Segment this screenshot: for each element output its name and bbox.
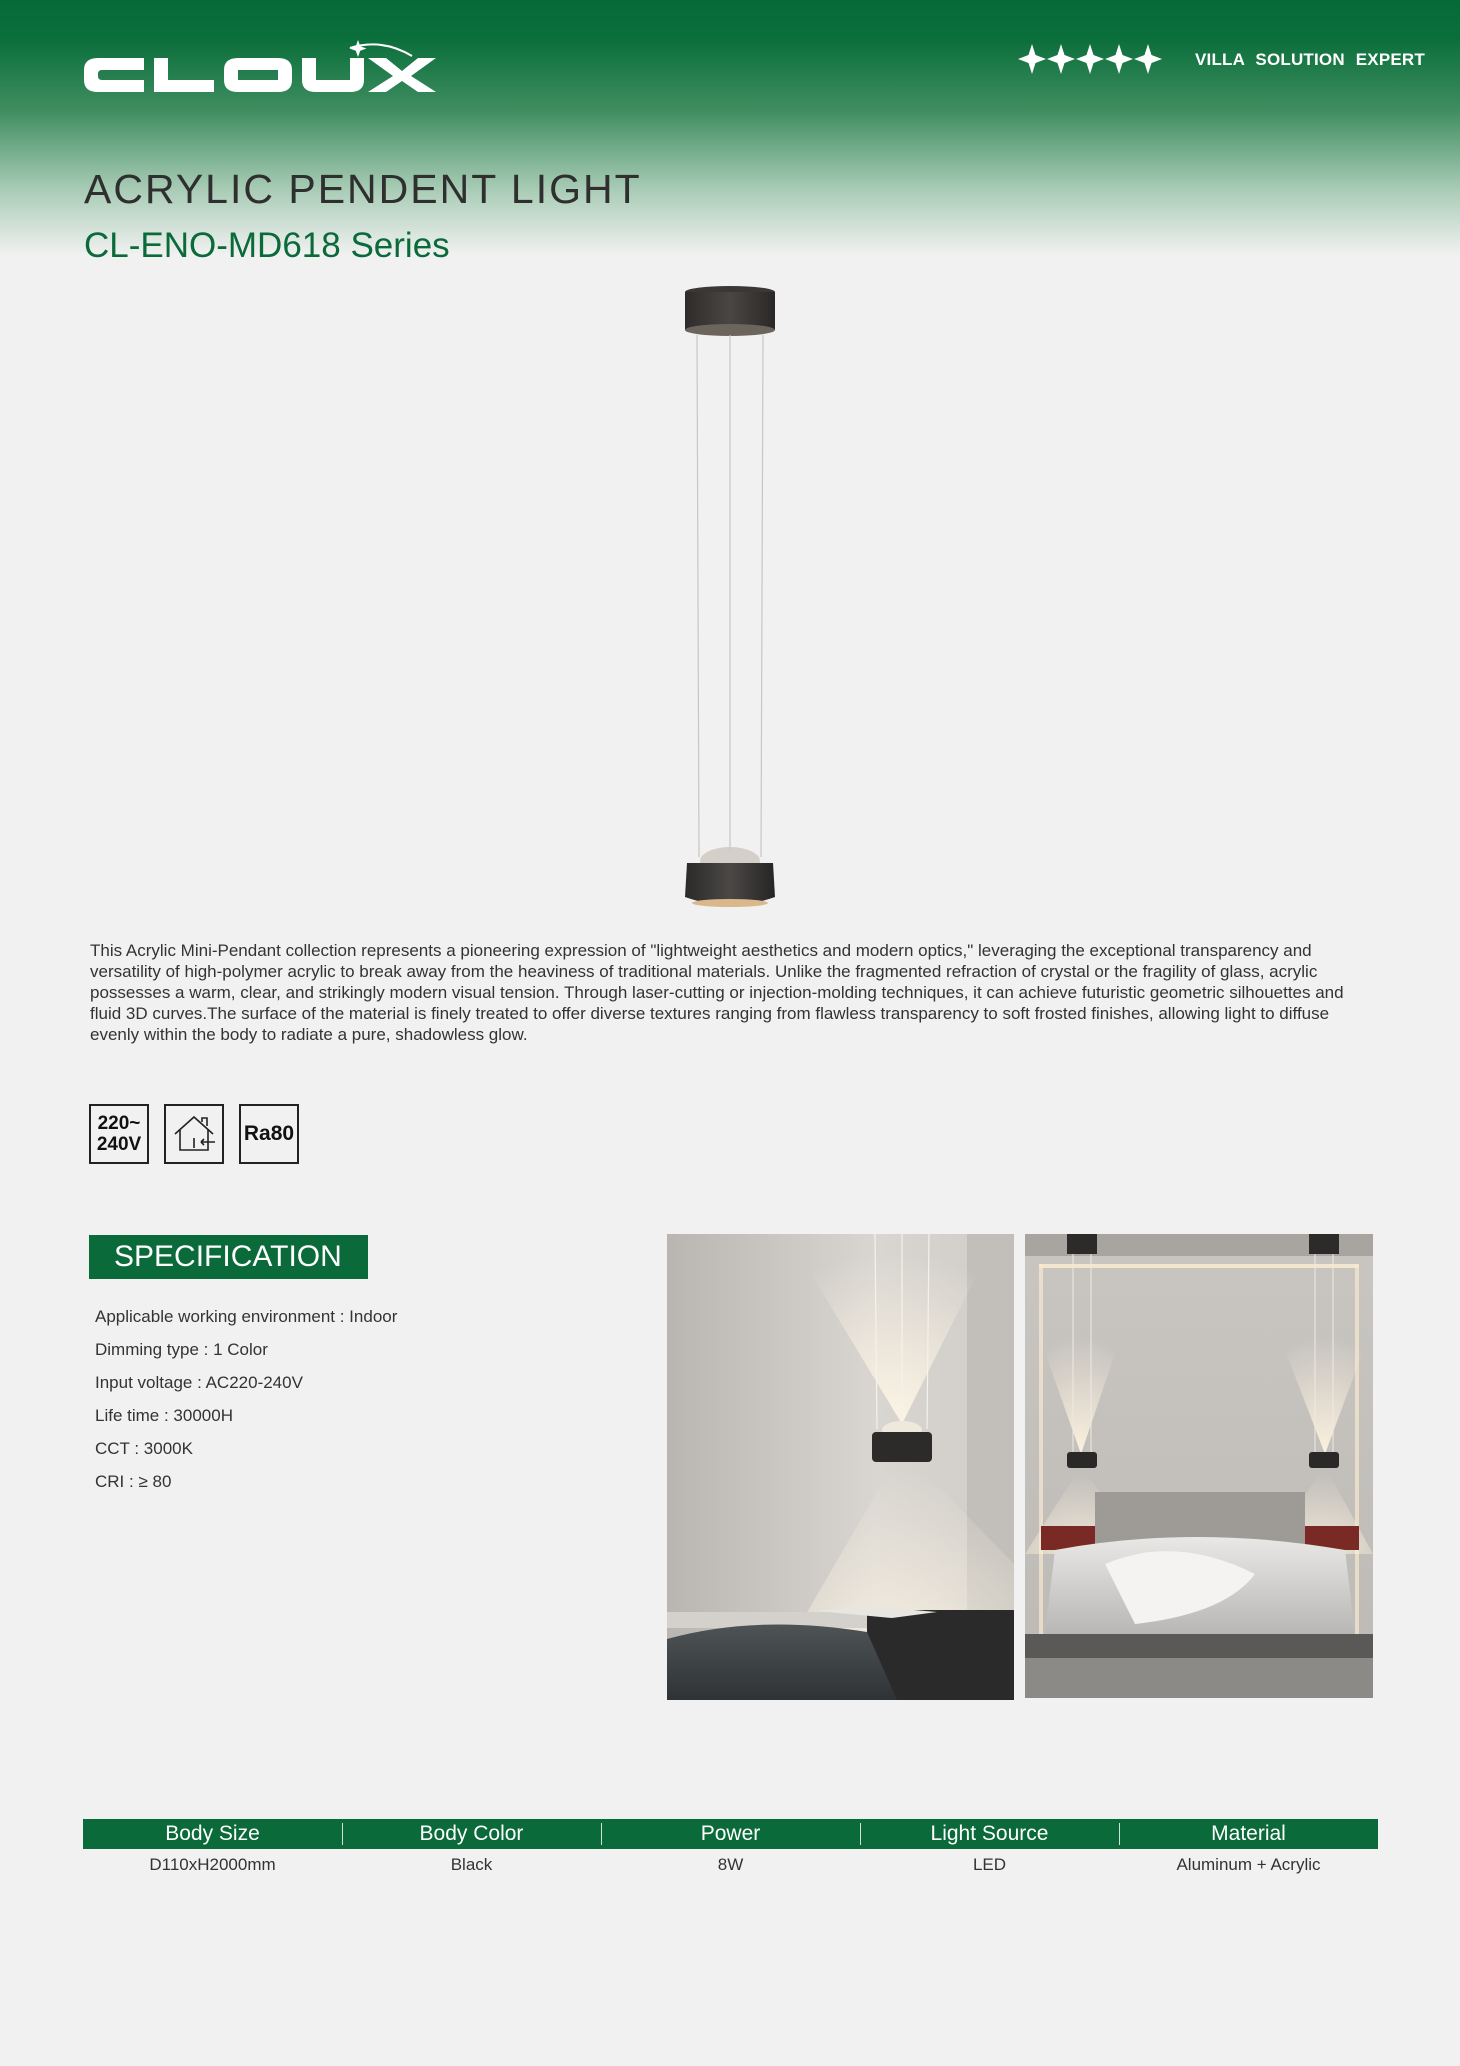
table-cell-power: 8W: [717, 1855, 744, 1874]
table-cell-body-size: D110xH2000mm: [149, 1855, 276, 1874]
brand-tagline: VILLA SOLUTION EXPERT: [1195, 50, 1425, 69]
bedroom-photo: [1025, 1234, 1373, 1698]
spec-item: Dimming type : 1 Color: [95, 1340, 268, 1359]
voltage-line-2: 240V: [96, 1134, 142, 1155]
table-cell-material: Aluminum + Acrylic: [1176, 1855, 1321, 1874]
cri-badge: Ra80: [239, 1104, 299, 1164]
specification-heading: SPECIFICATION: [89, 1235, 368, 1279]
product-description: This Acrylic Mini-Pendant collection represents a pioneering expression of "lightweight aesthetics and modern optics," leveraging the exceptional transparency and versatility of high-polymer acrylic to break away from the heaviness of traditional materials. Unlike the fragmented refraction of crystal or the fragility of glass, acrylic possesses a warm, clear, and strikingly modern visual tension. Through laser-cutting or injection-molding techniques, it can achieve futuristic geometric silhouettes and fluid 3D curves.The surface of the material is finely treated to offer diverse textures ranging from flawless transparency to soft frosted finishes, allowing light to diffuse evenly within the body to radiate a pure, shadowless glow.: [90, 941, 1344, 1044]
spec-item: CRI : ≥ 80: [95, 1472, 172, 1491]
table-header-power: Power: [601, 1819, 860, 1849]
table-header-light-source: Light Source: [860, 1819, 1119, 1849]
spec-table-header: [83, 1819, 1378, 1849]
series-name: CL-ENO-MD618 Series: [84, 226, 450, 265]
page-title: ACRYLIC PENDENT LIGHT: [84, 166, 642, 212]
spec-item: Life time : 30000H: [95, 1406, 233, 1425]
header-band: [0, 0, 1460, 260]
table-cell-light-source: LED: [972, 1855, 1007, 1874]
table-header-body-color: Body Color: [342, 1819, 601, 1849]
table-header-material: Material: [1119, 1819, 1378, 1849]
voltage-badge: [89, 1104, 149, 1164]
cloux-logo: [82, 40, 438, 102]
indoor-house-icon: [171, 1112, 217, 1156]
specification-list: [95, 1300, 397, 1498]
indoor-badge: [164, 1104, 224, 1164]
rating-stars-icon: [1018, 40, 1163, 78]
voltage-line-1: 220~: [97, 1113, 141, 1134]
spec-item: Input voltage : AC220-240V: [95, 1373, 303, 1392]
spec-item: Applicable working environment : Indoor: [95, 1307, 398, 1326]
pendant-light-product-image: [670, 285, 790, 915]
table-header-body-size: Body Size: [165, 1822, 260, 1845]
table-cell-body-color: Black: [450, 1855, 493, 1874]
table-row: [83, 1855, 1378, 1875]
room-photo-wall: [667, 1234, 1014, 1700]
spec-item: CCT : 3000K: [95, 1439, 193, 1458]
